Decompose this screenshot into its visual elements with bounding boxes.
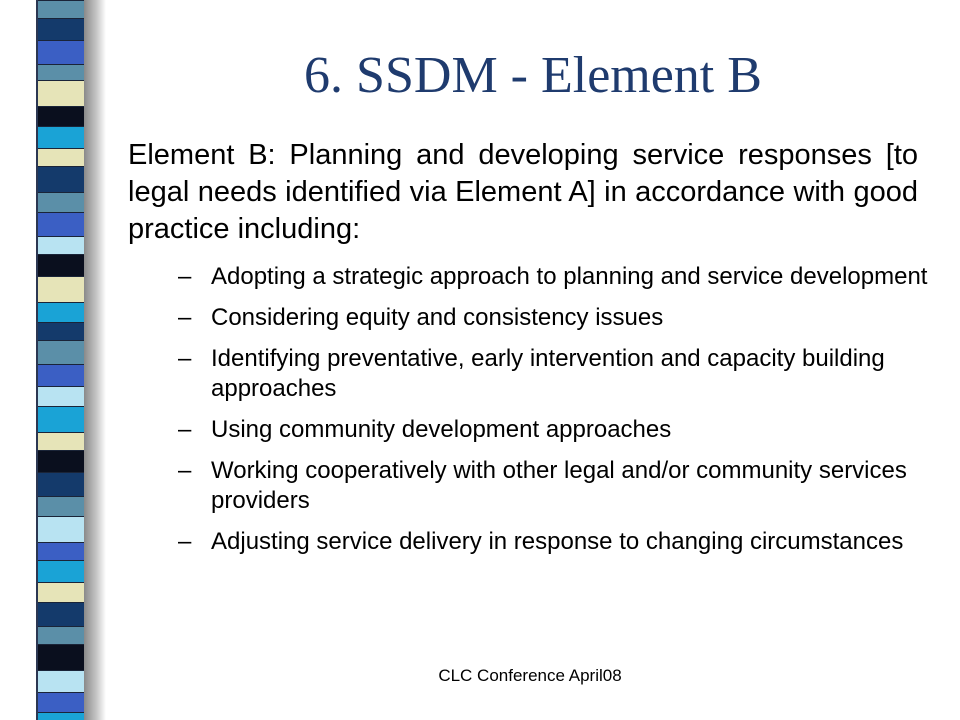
stripe-block [38,602,84,626]
stripe-block [38,472,84,496]
bullet-dash: – [178,304,192,331]
stripe-block [38,340,84,364]
stripe-block [38,148,84,166]
stripe-block [38,450,84,472]
stripe-block [38,276,84,302]
bullet-item [178,415,938,445]
bullet-text: Working cooperatively with other legal and/or community services providers [211,457,907,514]
bullet-dash: – [178,416,192,443]
bullet-item [178,456,938,516]
stripe-block [38,496,84,516]
stripe-block [38,406,84,432]
bullet-list [178,262,938,568]
bullet-item [178,303,938,333]
slide-title: 6. SSDM - Element B [304,47,762,104]
bullet-text: Adjusting service delivery in response to changing circumstances [211,528,904,555]
stripe-bar-shadow [84,0,106,720]
bullet-dash: – [178,263,192,290]
stripe-block [38,386,84,406]
stripe-block [38,560,84,582]
bullet-text: Adopting a strategic approach to planning and service development [211,263,928,290]
bullet-item [178,344,938,404]
stripe-block [38,126,84,148]
stripe-block [38,670,84,692]
slide-intro-text: Element B: Planning and developing service responses [to legal needs identified via Element A] in accordance with good practice including: [128,139,918,245]
stripe-block [38,302,84,322]
bullet-text: Using community development approaches [211,416,672,443]
stripe-block [38,212,84,236]
stripe-block [38,432,84,450]
stripe-block [38,40,84,64]
stripe-block [38,64,84,80]
slide-footer: CLC Conference April08 [438,666,622,685]
stripe-block [38,542,84,560]
stripe-block [38,0,84,18]
stripe-block [38,236,84,254]
stripe-block [38,80,84,106]
stripe-block [38,582,84,602]
stripe-block [38,364,84,386]
stripe-block [38,192,84,212]
bullet-text: Considering equity and consistency issues [211,304,664,331]
stripe-block [38,712,84,720]
stripe-block [38,644,84,670]
stripe-block [38,626,84,644]
bullet-dash: – [178,528,192,555]
stripe-block [38,166,84,192]
stripe-block [38,692,84,712]
stripe-block [38,106,84,126]
bullet-item [178,262,938,292]
stripe-block [38,322,84,340]
bullet-dash: – [178,345,192,372]
bullet-item [178,527,938,557]
stripe-block [38,516,84,542]
stripe-block [38,18,84,40]
bullet-dash: – [178,457,192,484]
decorative-stripe-bar [0,0,108,720]
bullet-text: Identifying preventative, early intervention and capacity building approaches [211,345,885,402]
stripe-block [38,254,84,276]
